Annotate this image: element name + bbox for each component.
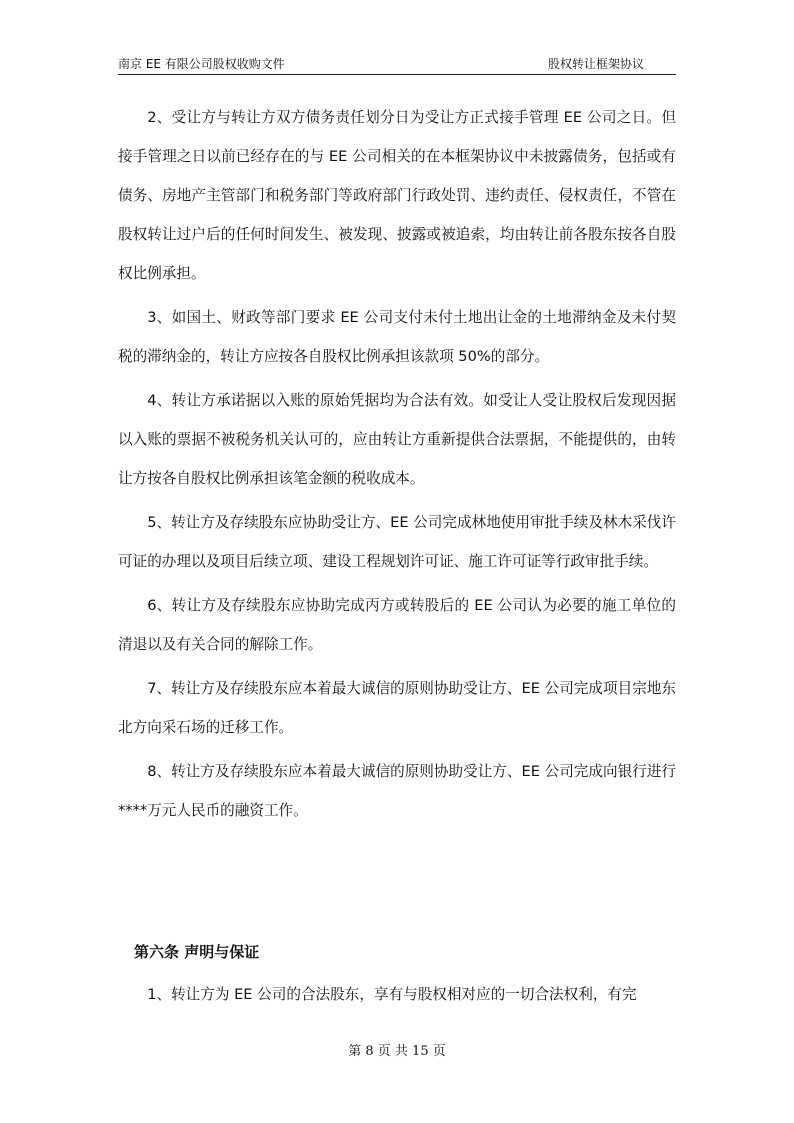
section-body [118,975,676,1019]
header-divider [118,74,676,75]
clause-paragraph-4: 4、转让方承诺据以入账的原始凭据均为合法有效。如受让人受让股权后发现因据以入账的票据不被税务机关认可的，应由转让方重新提供合法票据，不能提供的，由转让方按各自股权比例承担该笔金额的税收成本。 [118,392,676,487]
clause-paragraph-6: 6、转让方及存续股东应协助完成丙方或转股后的 EE 公司认为必要的施工单位的清退以及有关合同的解除工作。 [118,597,676,653]
section-heading: 第六条 声明与保证 [134,943,260,961]
body-text [118,98,676,835]
clause-paragraph-7: 7、转让方及存续股东应本着最大诚信的原则协助受让方、EE 公司完成项目宗地东北方向采石场的迁移工作。 [118,680,676,736]
section-paragraph-1: 1、转让方为 EE 公司的合法股东，享有与股权相对应的一切合法权利，有完 [147,986,637,1003]
page-header [118,54,676,74]
clause-paragraph-5: 5、转让方及存续股东应协助受让方、EE 公司完成林地使用审批手续及林木采伐许可证的办理以及项目后续立项、建设工程规划许可证、施工许可证等行政审批手续。 [118,514,676,570]
header-agreement-title: 股权转让框架协议 [547,57,644,71]
clause-paragraph-8: 8、转让方及存续股东应本着最大诚信的原则协助受让方、EE 公司完成向银行进行****万元人民币的融资工作。 [118,763,676,819]
header-document-title: 南京 EE 有限公司股权收购文件 [118,57,285,71]
page-number: 第 8 页 共 15 页 [348,1044,446,1059]
clause-paragraph-2: 2、受让方与转让方双方债务责任划分日为受让方正式接手管理 EE 公司之日。但接手管理之日以前已经存在的与 EE 公司相关的在本框架协议中未披露债务，包括或有债务、房地产主管部门和税务部门等政府部门行政处罚、违约责任、侵权责任，不管在股权转让过户后的任何时间发生、被发现、披露或被追索，均由转让前各股东按各自股权比例承担。 [118,109,676,282]
clause-paragraph-3: 3、如国土、财政等部门要求 EE 公司支付未付土地出让金的土地滞纳金及未付契税的滞纳金的，转让方应按各自股权比例承担该款项 50%的部分。 [118,309,676,365]
